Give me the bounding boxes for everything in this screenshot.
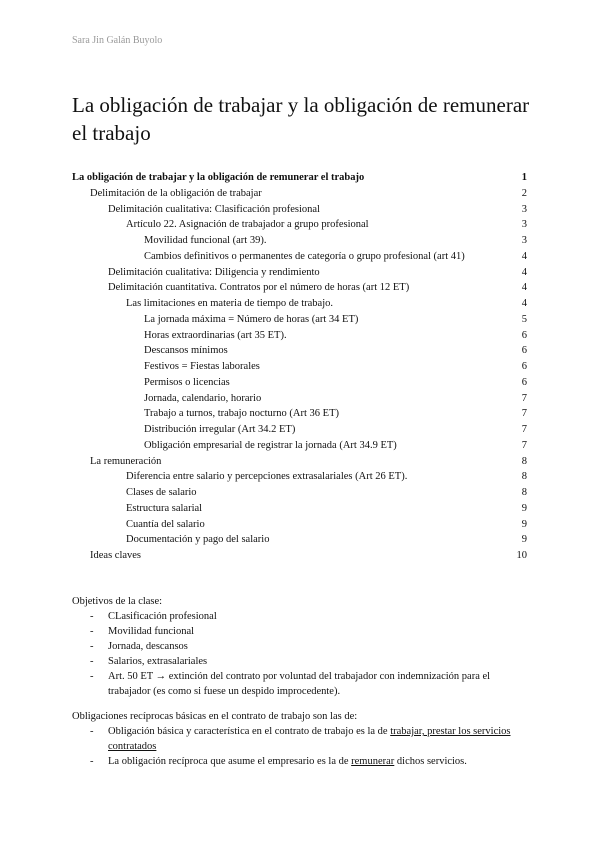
- underlined-term: remunerar: [351, 756, 395, 767]
- toc-entry-title: Diferencia entre salario y percepciones extrasalariales (Art 26 ET).: [126, 471, 408, 483]
- toc-entry[interactable]: [72, 422, 527, 438]
- toc-entry[interactable]: [72, 202, 527, 218]
- toc-entry-title: Artículo 22. Asignación de trabajador a grupo profesional: [126, 219, 369, 231]
- toc-entry-page: 8: [521, 471, 527, 483]
- toc-entry-page: 3: [521, 203, 527, 215]
- toc-entry[interactable]: [72, 249, 527, 265]
- toc-entry-title: Documentación y pago del salario: [126, 534, 270, 546]
- toc-entry-title: Descansos mínimos: [144, 345, 228, 357]
- toc-entry[interactable]: [72, 280, 527, 296]
- toc-entry[interactable]: [72, 438, 527, 454]
- toc-entry-page: 9: [521, 502, 527, 514]
- toc-entry-page: 6: [521, 376, 527, 388]
- toc-entry-title: La obligación de trabajar y la obligación de remunerar el trabajo: [72, 172, 365, 183]
- toc-entry-title: Delimitación de la obligación de trabajar: [90, 187, 262, 199]
- obligations-section: [72, 709, 527, 769]
- toc-entry-page: 9: [521, 518, 527, 530]
- toc-entry-page: 1: [521, 172, 527, 183]
- toc-entry-title: Festivos = Fiestas laborales: [144, 361, 260, 372]
- toc-entry[interactable]: [72, 217, 527, 233]
- toc-entry-title: La remuneración: [90, 455, 162, 467]
- toc-entry-page: 10: [516, 550, 527, 561]
- toc-entry-title: Distribución irregular (Art 34.2 ET): [144, 424, 296, 435]
- list-item: - Movilidad funcional: [90, 626, 195, 637]
- toc-entry-title: Ideas claves: [90, 550, 142, 561]
- toc-entry[interactable]: [72, 359, 527, 375]
- author-header: Sara Jin Galán Buyolo: [72, 35, 163, 46]
- toc-entry-page: 7: [521, 392, 527, 404]
- underlined-term: trabajar, prestar los servicios contratados: [108, 726, 511, 752]
- toc-entry[interactable]: [72, 391, 527, 407]
- toc-entry[interactable]: [72, 406, 527, 422]
- list-item: - Jornada, descansos: [90, 641, 188, 652]
- toc-entry[interactable]: [72, 548, 527, 564]
- toc-entry-title: Obligación empresarial de registrar la jornada (Art 34.9 ET): [144, 439, 397, 451]
- objectives-section: [72, 594, 527, 699]
- toc-entry-title: La jornada máxima = Número de horas (art 34 ET): [144, 313, 359, 325]
- toc-entry-title: Cambios definitivos o permanentes de categoría o grupo profesional (art 41): [144, 250, 465, 262]
- toc-entry-page: 4: [521, 266, 527, 278]
- toc-entry-page: 2: [521, 187, 527, 199]
- toc-entry-page: 7: [521, 439, 527, 451]
- toc-entry-page: 7: [521, 424, 527, 435]
- obligations-heading: Obligaciones recíprocas básicas en el contrato de trabajo son las de:: [72, 711, 358, 722]
- objectives-heading: Objetivos de la clase:: [72, 596, 163, 607]
- list-item: - La obligación recíproca que asume el empresario es la de remunerar dichos servicios.: [90, 756, 467, 767]
- toc-entry[interactable]: [72, 454, 527, 470]
- objectives-list: [72, 609, 527, 699]
- toc-entry-page: 9: [521, 534, 527, 546]
- toc-entry-page: 3: [521, 219, 527, 231]
- toc-entry[interactable]: [72, 328, 527, 344]
- toc-entry[interactable]: [72, 469, 527, 485]
- toc-entry[interactable]: [72, 501, 527, 517]
- toc-entry-title: Movilidad funcional (art 39).: [144, 235, 267, 246]
- toc-entry[interactable]: [72, 186, 527, 202]
- list-item: - CLasificación profesional: [90, 611, 217, 622]
- toc-entry-page: 3: [521, 235, 527, 246]
- obligations-list: [72, 724, 527, 769]
- toc-entry-title: Jornada, calendario, horario: [144, 392, 262, 404]
- toc-entry-title: Delimitación cualitativa: Clasificación profesional: [108, 203, 320, 215]
- toc-entry-page: 8: [521, 455, 527, 467]
- toc-entry-page: 4: [521, 250, 527, 262]
- toc-entry-title: Trabajo a turnos, trabajo nocturno (Art 36 ET): [144, 408, 339, 420]
- toc-entry-page: 6: [521, 361, 527, 372]
- toc-entry[interactable]: [72, 375, 527, 391]
- toc-entry[interactable]: [72, 532, 527, 548]
- toc-entry-page: 6: [521, 345, 527, 357]
- toc-entry[interactable]: [72, 233, 527, 249]
- toc-entry[interactable]: [72, 485, 527, 501]
- toc-entry[interactable]: [72, 296, 527, 312]
- toc-entry-title: Delimitación cuantitativa. Contratos por el número de horas (art 12 ET): [108, 282, 410, 294]
- toc-entry-title: Estructura salarial: [126, 502, 203, 514]
- toc-entry-title: Delimitación cualitativa: Diligencia y rendimiento: [108, 266, 320, 278]
- list-item: - Obligación básica y característica en el contrato de trabajo es la de trabajar, prestar los servicios contratados: [90, 726, 511, 752]
- toc-entry-title: Clases de salario: [126, 487, 197, 498]
- toc-entry-title: Permisos o licencias: [144, 376, 230, 388]
- toc-entry[interactable]: [72, 265, 527, 281]
- document-title: La obligación de trabajar y la obligación de remunerar el trabajo: [72, 93, 530, 145]
- toc-entry-title: Horas extraordinarias (art 35 ET).: [144, 329, 287, 341]
- toc-entry-title: Las limitaciones en materia de tiempo de trabajo.: [126, 298, 334, 309]
- toc-entry-page: 8: [521, 487, 527, 498]
- toc-entry[interactable]: [72, 517, 527, 533]
- toc-entry-page: 5: [521, 313, 527, 325]
- list-item: - Art. 50 ET → extinción del contrato por voluntad del trabajador con indemnización para el trabajador (es como si fuese un despido improcedente).: [90, 671, 491, 697]
- toc-entry[interactable]: [72, 312, 527, 328]
- toc-entry[interactable]: [72, 343, 527, 359]
- toc-entry-page: 4: [521, 298, 527, 309]
- toc-entry-page: 4: [521, 282, 527, 294]
- toc-entry[interactable]: [72, 170, 527, 186]
- toc-entry-title: Cuantía del salario: [126, 518, 205, 530]
- toc-entry-page: 7: [521, 408, 527, 420]
- list-item: - Salarios, extrasalariales: [90, 656, 208, 667]
- table-of-contents: [72, 170, 527, 564]
- toc-entry-page: 6: [521, 329, 527, 341]
